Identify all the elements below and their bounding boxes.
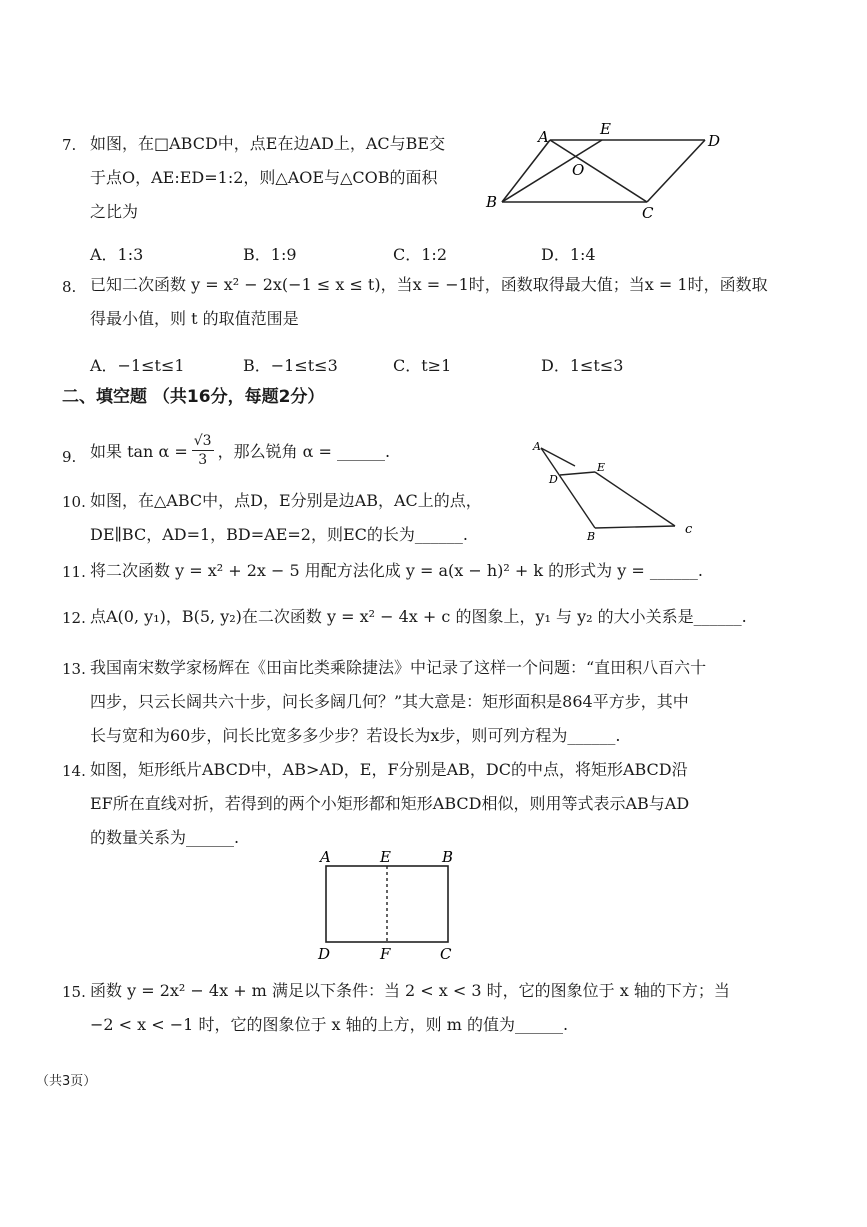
text-line: EF所在直线对折，若得到的两个小矩形都和矩形ABCD相似，则用等式表示AB与AD [90, 794, 690, 813]
label-B: B [587, 530, 596, 543]
question-text [90, 974, 730, 1042]
option-c: C．1:2 [393, 245, 447, 264]
fraction [192, 432, 214, 469]
text-line: 于点O，AE:ED=1:2，则△AOE与△COB的面积 [90, 168, 438, 187]
option-b: B．−1≤t≤3 [243, 356, 338, 375]
question-text [90, 268, 768, 336]
rectangle-figure [310, 846, 470, 964]
question-text [90, 432, 390, 469]
option-b: B．1:9 [243, 245, 297, 264]
question-number: 12. [62, 609, 86, 627]
question-number: 14. [62, 762, 86, 780]
question-number: 15. [62, 983, 86, 1001]
triangle-figure [525, 438, 705, 543]
option-d: D．1≤t≤3 [541, 356, 624, 375]
text-line: 已知二次函数 y = x² − 2x(−1 ≤ x ≤ t)，当x = −1时，函数取得最大值；当x = 1时，函数取 [90, 275, 768, 294]
label-A: A [320, 848, 331, 866]
question-number: 8. [62, 278, 77, 296]
text-line: 如图，在□ABCD中，点E在边AD上，AC与BE交 [90, 134, 446, 153]
text-line: DE∥BC，AD=1，BD=AE=2，则EC的长为______. [90, 525, 468, 544]
text-line: 得最小值，则 t 的取值范围是 [90, 309, 299, 328]
fraction-numerator: √3 [193, 433, 212, 449]
fraction-denominator: 3 [198, 452, 208, 468]
question-text [90, 127, 445, 229]
option-a: A．−1≤t≤1 [90, 356, 185, 375]
label-C: C [440, 945, 452, 963]
text-line: 如图，在△ABC中，点D，E分别是边AB，AC上的点， [90, 491, 482, 510]
text-part: 如果 tan α = [90, 442, 188, 461]
label-O: O [572, 161, 585, 179]
text-line: 四步，只云长阔共六十步，问长多阔几何？”其大意是：矩形面积是864平方步，其中 [90, 692, 689, 711]
question-number: 10. [62, 493, 86, 511]
question-text: 点A(0, y₁)，B(5, y₂)在二次函数 y = x² − 4x + c 的图象上，y₁ 与 y₂ 的大小关系是______. [90, 607, 747, 626]
option-a: A．1:3 [90, 245, 144, 264]
parallelogram-figure [480, 120, 730, 225]
label-D: D [708, 132, 721, 150]
label-B: B [442, 848, 454, 866]
label-E: E [600, 120, 611, 138]
text-line: −2 < x < −1 时，它的图象位于 x 轴的上方，则 m 的值为______. [90, 1015, 569, 1034]
label-D: D [318, 945, 331, 963]
question-number: 9. [62, 448, 77, 466]
text-part: ，那么锐角 α = ______. [217, 442, 391, 461]
label-B: B [486, 193, 498, 211]
page-count: （共3页） [36, 1074, 97, 1089]
text-line: 函数 y = 2x² − 4x + m 满足以下条件：当 2 < x < 3 时，它的图象位于 x 轴的下方；当 [90, 981, 730, 1000]
label-A: A [533, 440, 541, 453]
label-D: D [549, 473, 558, 486]
text-line: 之比为 [90, 202, 139, 221]
question-number: 13. [62, 660, 86, 678]
option-d: D．1:4 [541, 245, 596, 264]
question-text [90, 484, 482, 552]
text-line: 长与宽和为60步，问长比宽多多少步？若设长为x步，则可列方程为______. [90, 726, 621, 745]
question-number: 7. [62, 136, 77, 154]
question-number: 11. [62, 563, 86, 581]
label-E: E [597, 461, 606, 474]
section-heading: 二、填空题 （共16分，每题2分） [62, 387, 325, 407]
label-E: E [380, 848, 391, 866]
option-c: C．t≥1 [393, 356, 452, 375]
label-A: A [538, 128, 549, 146]
label-F: F [380, 945, 391, 963]
question-text [90, 651, 706, 753]
label-C: C [642, 204, 654, 222]
question-text [90, 753, 689, 855]
text-line: 的数量关系为______. [90, 828, 240, 847]
text-line: 我国南宋数学家杨辉在《田亩比类乘除捷法》中记录了这样一个问题：“直田积八百六十 [90, 658, 707, 677]
text-line: 如图，矩形纸片ABCD中，AB>AD，E，F分别是AB，DC的中点，将矩形ABCD沿 [90, 760, 688, 779]
question-text: 将二次函数 y = x² + 2x − 5 用配方法化成 y = a(x − h)² + k 的形式为 y = ______. [90, 561, 703, 580]
label-C: c [685, 522, 693, 537]
